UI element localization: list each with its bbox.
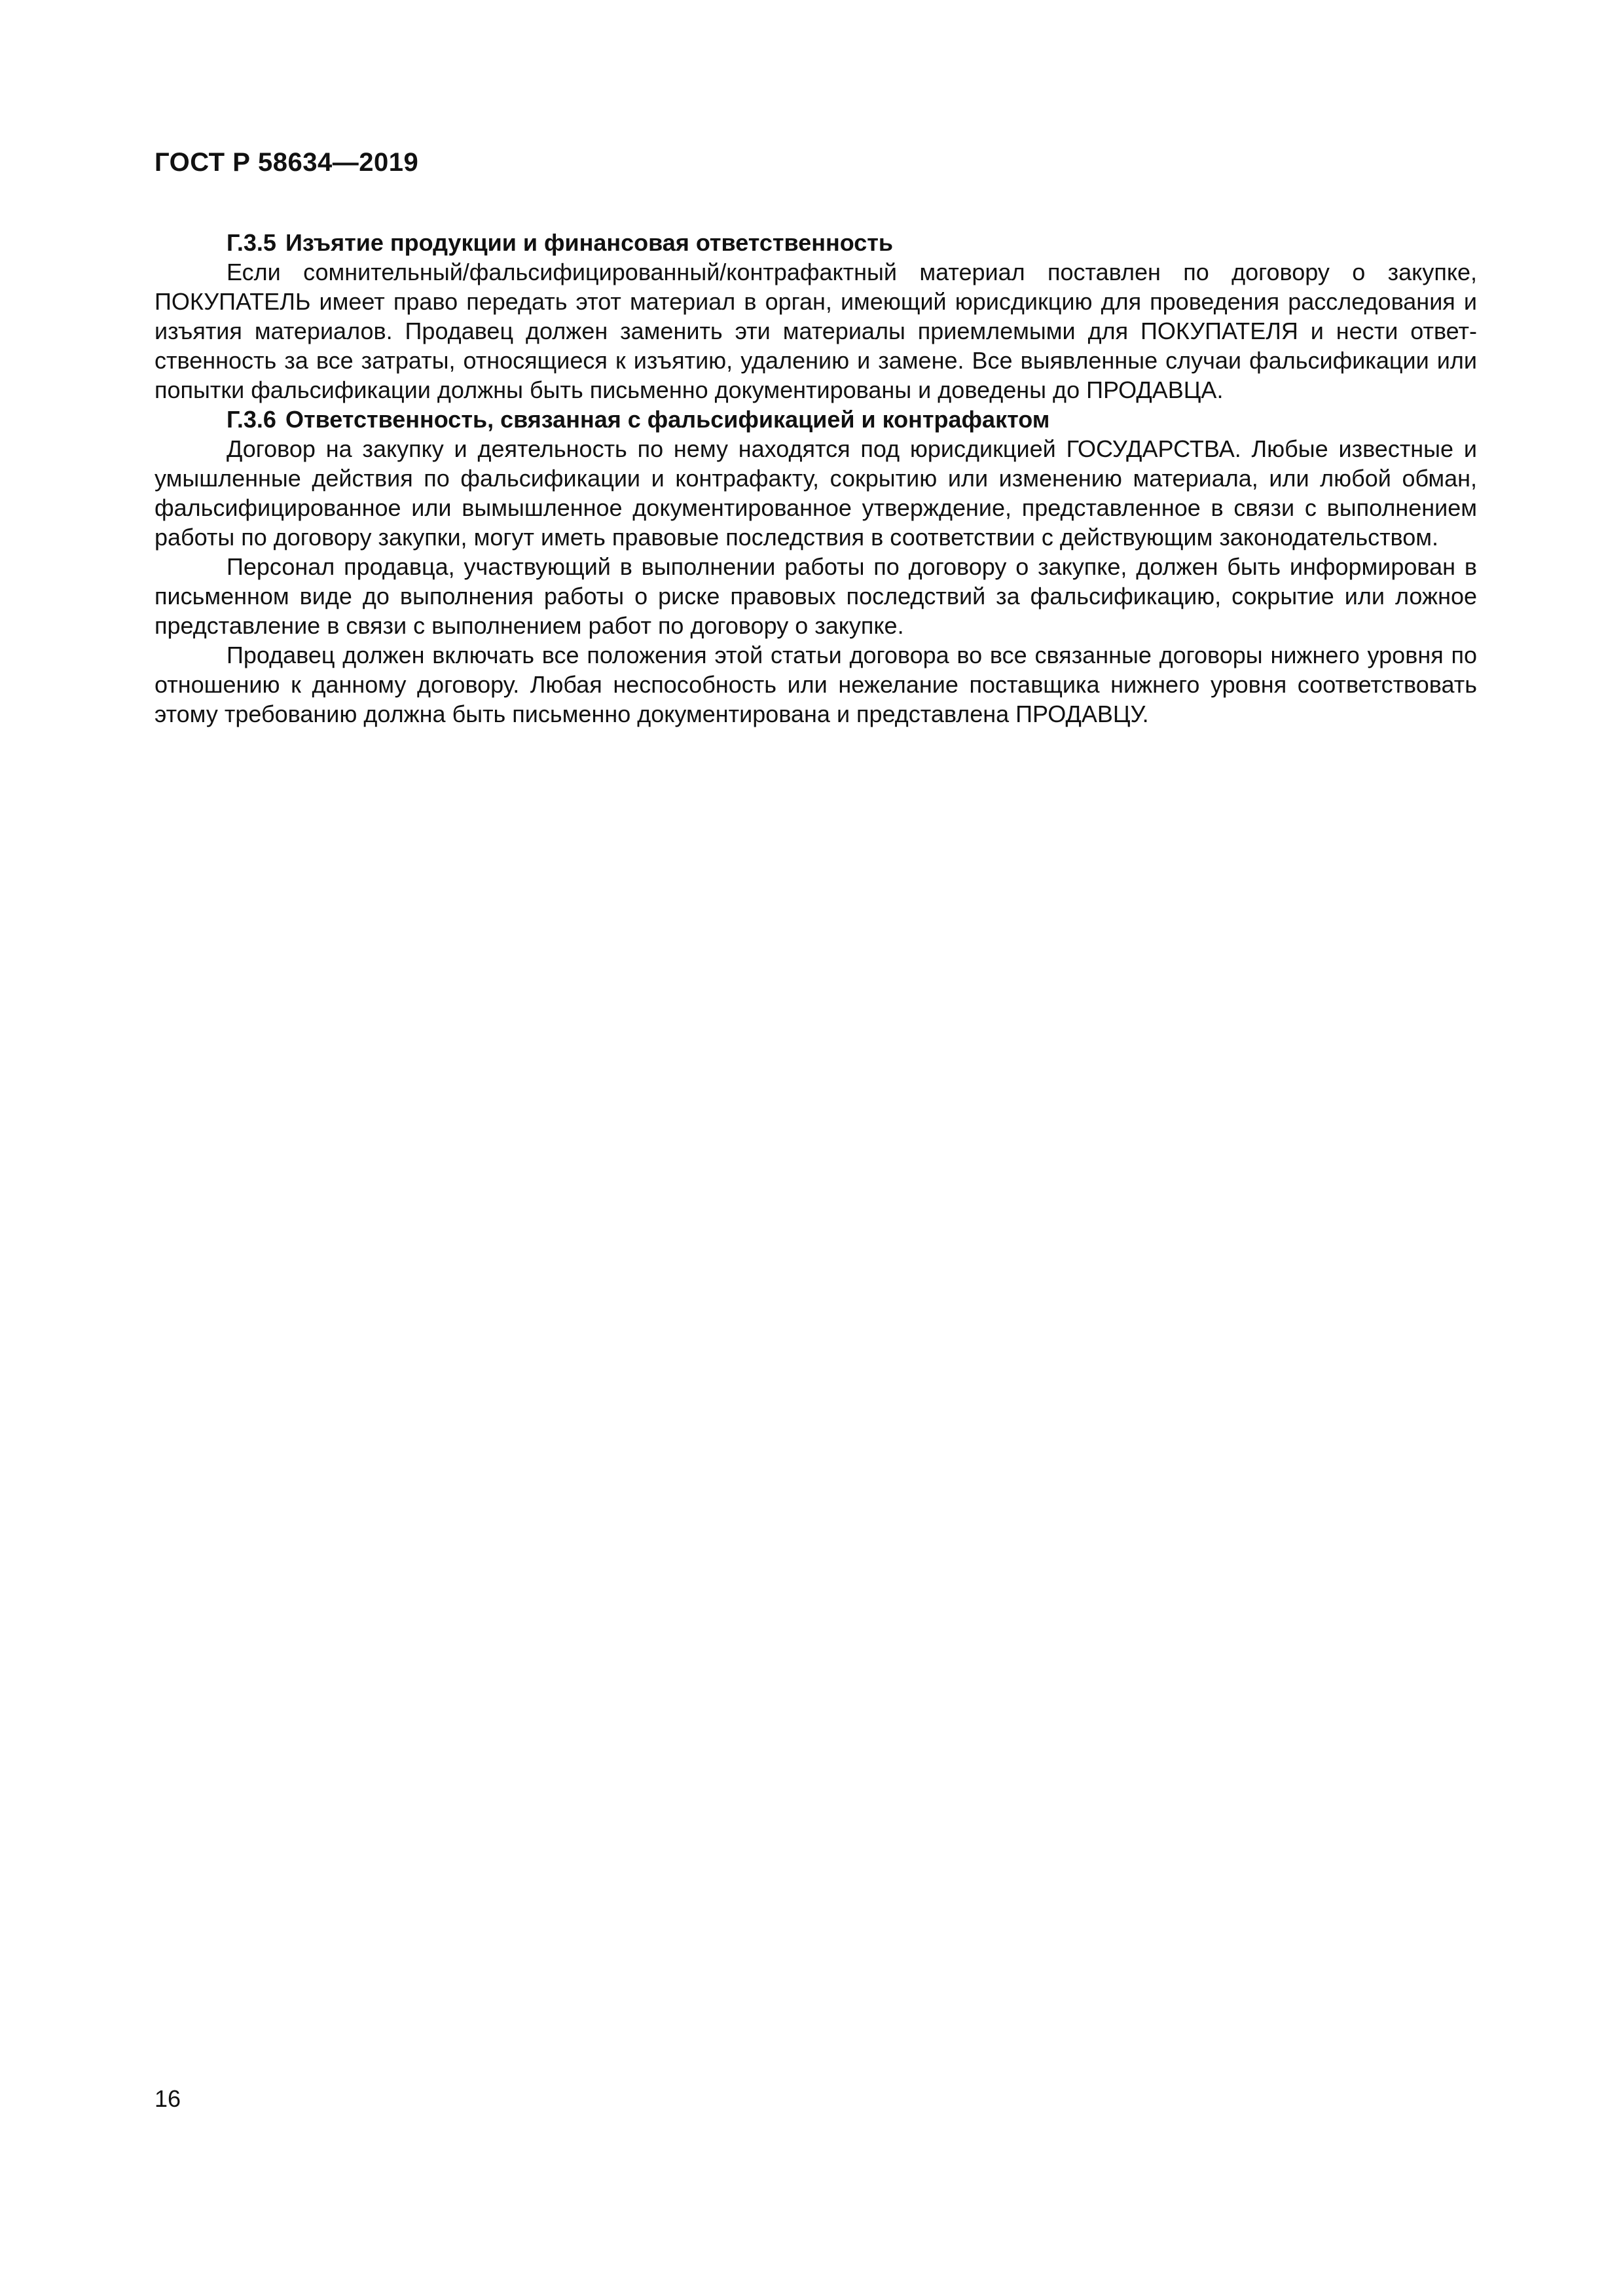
section-heading	[155, 228, 1477, 257]
section-number: Г.3.6	[227, 406, 276, 433]
section-g-3-5	[155, 228, 1477, 405]
paragraph: Продавец должен включать все положения этой статьи договора во все связанные договоры нижнего уровня по отношению к данному договору. Любая неспособность или нежелание поставщика нижнего уровня соответствовать этому требованию должна быть письменно документирована и представлена ПРОДАВЦУ.	[155, 642, 1477, 727]
paragraph: Если сомнительный/фальсифицированный/контрафактный материал поставлен по договору о закупке, ПОКУПАТЕЛЬ имеет право передать этот материал в орган, имеющий юрисдикцию для проведения расследования и изъятия материалов. Продавец должен заменить эти материалы приемлемыми для ПОКУПАТЕЛЯ и нести ответственность за все затраты, относящиеся к изъятию, удалению и замене. Все выявленные случаи фальсификации или попытки фальсификации должны быть письменно документированы и доведены до ПРОДАВЦА.	[155, 259, 1477, 403]
section-number: Г.3.5	[227, 229, 276, 256]
paragraph: Персонал продавца, участвующий в выполнении работы по договору о закупке, должен быть информирован в письменном виде до выполнения работы о риске правовых последствий за фальсификацию, сокрытие или ложное представление в связи с выполнением работ по договору о закупке.	[155, 553, 1477, 639]
paragraph: Договор на закупку и деятельность по нему находятся под юрисдикцией ГОСУДАРСТВА. Любые известные и умышленные действия по фальсификации и контрафакту, сокрытию или изменению материала, или любой обман, фальсифицированное или вымышленное документированное утверждение, представленное в связи с выполнением работы по договору закупки, могут иметь правовые последствия в соответствии с действующим законодательством.	[155, 435, 1477, 551]
section-title: Изъятие продукции и финансовая ответственность	[285, 229, 894, 256]
document-body	[155, 228, 1477, 729]
section-title: Ответственность, связанная с фальсификацией и контрафактом	[285, 406, 1050, 433]
section-heading	[155, 405, 1477, 434]
section-g-3-6	[155, 405, 1477, 729]
document-header: ГОСТ Р 58634—2019	[155, 148, 419, 177]
page-number: 16	[155, 2085, 181, 2112]
